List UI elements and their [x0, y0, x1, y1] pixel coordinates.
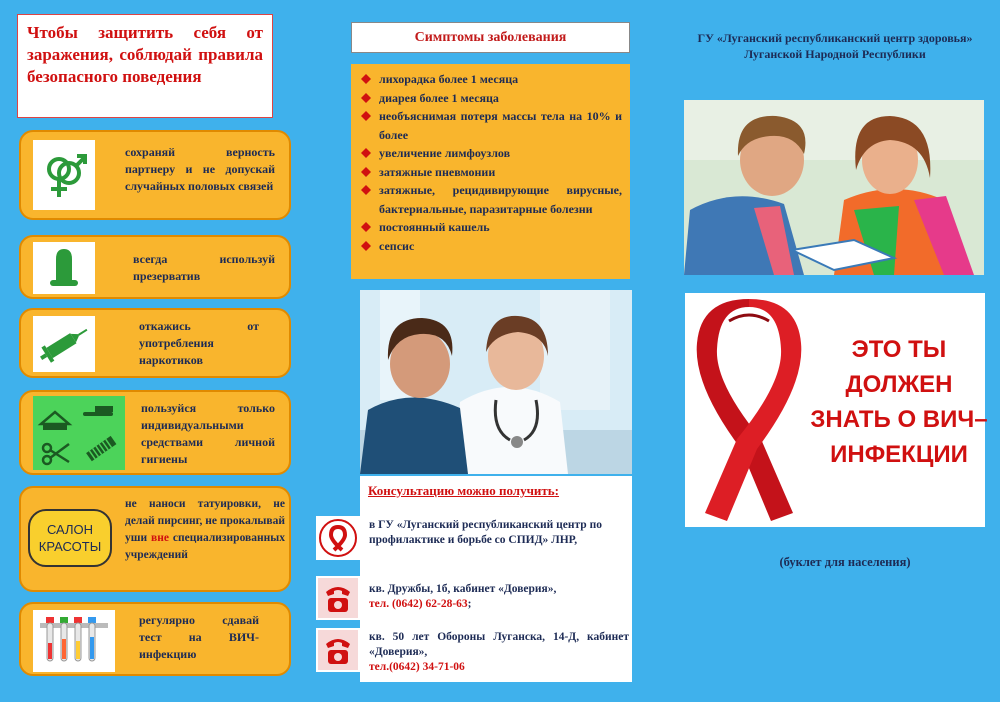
- consult-org: в ГУ «Луганский республиканский центр по профилактике и борьбе со СПИД» ЛНР,: [369, 519, 602, 546]
- main-headline: ЭТО ТЫ ДОЛЖЕН ЗНАТЬ О ВИЧ–ИНФЕКЦИИ: [810, 336, 988, 468]
- rule-text: сохраняй верность партнеру и не допускай случайных половых связей: [125, 145, 275, 193]
- beauty-salon-icon: [27, 506, 113, 570]
- consult-title-suffix: :: [554, 483, 559, 498]
- phone-2[interactable]: тел.(0642) 34-71-06: [369, 661, 465, 673]
- symptom-item: [361, 181, 622, 218]
- symptoms-ul: [361, 70, 622, 255]
- rule-card-hygiene: [19, 390, 291, 475]
- symptom-item: [361, 144, 622, 163]
- hygiene-items-icon: [33, 396, 125, 470]
- consultation-box: [360, 476, 632, 682]
- diamond-bullet-icon: [361, 167, 371, 177]
- rule-text-b: специализированных учреждений: [125, 532, 285, 561]
- consult-title: [368, 483, 559, 499]
- rule-text-a: не наноси татуировки, не делай пирсинг, не прокалывай уши: [125, 498, 286, 544]
- rule-text: [125, 496, 285, 564]
- diamond-bullet-icon: [361, 111, 371, 121]
- symptom-item: [361, 70, 622, 89]
- consult-title-text: Консультацию можно получить: [368, 483, 555, 498]
- rule-card-tattoo: [19, 486, 291, 592]
- condom-icon: [33, 242, 95, 294]
- red-ribbon-small-icon: [316, 516, 360, 560]
- consult-address-1: [369, 582, 629, 612]
- gender-symbols-icon: [33, 140, 95, 210]
- organization-name: ГУ «Луганский республиканский центр здоровья» Луганской Народной Республики: [697, 31, 973, 61]
- booklet-subtitle: (буклет для населения): [779, 555, 911, 569]
- symptom-text: затяжные, рецидивирующие вирусные, бактериальные, паразитарные болезни: [379, 183, 622, 216]
- symptom-text: постоянный кашель: [379, 220, 490, 234]
- symptom-item: [361, 107, 622, 144]
- syringe-icon: [33, 316, 95, 372]
- rule-text-emphasis: вне: [151, 532, 169, 544]
- test-tubes-icon: [33, 610, 115, 672]
- symptom-text: лихорадка более 1 месяца: [379, 72, 519, 86]
- diamond-bullet-icon: [361, 222, 371, 232]
- rule-card-testing: [19, 602, 291, 676]
- address-1-text: кв. Дружбы, 1б, кабинет «Доверия»,: [369, 583, 557, 595]
- address-2-text: кв. 50 лет Обороны Луганска, 14-Д, кабинет «Доверия»,: [369, 631, 629, 658]
- phone-1-icon: [316, 576, 360, 620]
- symptom-text: увеличение лимфоузлов: [379, 146, 511, 160]
- diamond-bullet-icon: [361, 93, 371, 103]
- rule-card-drugs: [19, 308, 291, 378]
- consult-address-2: [369, 630, 629, 675]
- rule-text: пользуйся только индивидуальными средствами личной гигиены: [141, 401, 275, 466]
- symptom-text: сепсис: [379, 238, 415, 253]
- rule-text: регулярно сдавай тест на ВИЧ-инфекцию: [139, 613, 259, 661]
- symptom-item: [361, 163, 622, 182]
- young-couple-photo: [684, 100, 984, 275]
- symptoms-list: [351, 64, 630, 279]
- rule-text: откажись от употребления наркотиков: [139, 319, 259, 367]
- rule-card-fidelity: [19, 130, 291, 220]
- red-ribbon-icon: [689, 299, 809, 523]
- diamond-bullet-icon: [361, 185, 371, 195]
- phone-2-icon: [316, 628, 360, 672]
- phone-1[interactable]: тел. (0642) 62-28-63: [369, 598, 468, 610]
- diamond-bullet-icon: [361, 148, 371, 158]
- diamond-bullet-icon: [361, 241, 371, 251]
- symptom-item: [361, 237, 622, 256]
- symptom-item: [361, 218, 622, 237]
- rule-card-condom: [19, 235, 291, 299]
- symptom-text: диарея более 1 месяца: [379, 90, 499, 105]
- symptom-item: [361, 89, 622, 108]
- symptom-text: затяжные пневмонии: [379, 164, 496, 179]
- doctor-consultation-photo: [360, 290, 632, 474]
- symptom-text: необъяснимая потеря массы тела на 10% и более: [379, 109, 622, 142]
- rule-text: всегда используй презерватив: [133, 252, 275, 283]
- intro-heading: Чтобы защитить себя от заражения, соблюдай правила безопасного поведения: [17, 14, 273, 118]
- phone-1-suffix: ;: [467, 598, 472, 610]
- diamond-bullet-icon: [361, 74, 371, 84]
- symptoms-title: Симптомы заболевания: [351, 22, 630, 53]
- beauty-salon-label: САЛОН КРАСОТЫ: [28, 509, 112, 567]
